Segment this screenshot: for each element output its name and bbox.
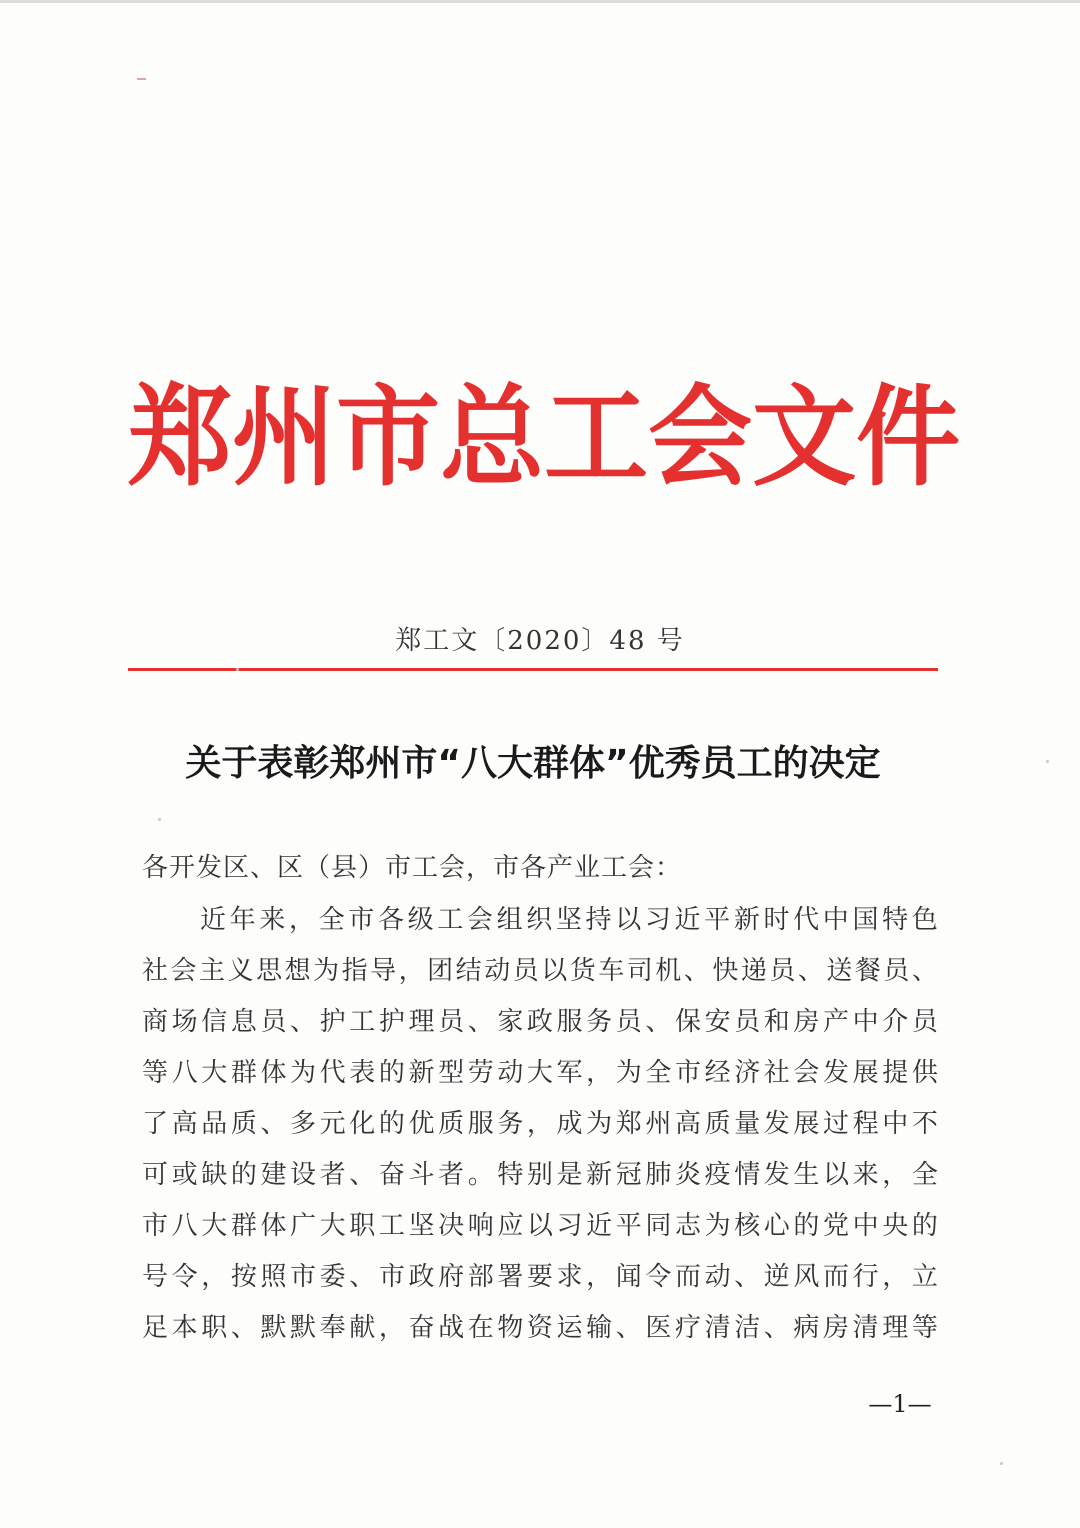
document-number: 郑工文〔2020〕48 号: [395, 626, 685, 656]
scan-speck: [1000, 1462, 1003, 1465]
masthead-char: 工: [544, 371, 649, 502]
page-number: —1—: [868, 1390, 932, 1418]
masthead-char: 件: [856, 371, 961, 502]
body-paragraph: [142, 895, 938, 1354]
body-line: 了 高 品 质 、 多 元 化 的 优 质 服 务 ， 成 为 郑 州 高 质 量 发 展 过 程 中 不: [142, 1109, 938, 1139]
masthead-char: 总: [440, 371, 545, 502]
salutation: 各开发区、区（县）市工会，市各产业工会：: [142, 853, 683, 883]
body-line: 可 或 缺 的 建 设 者 、 奋 斗 者 。 特 别 是 新 冠 肺 炎 疫 情 发 生 以 来 ， 全: [142, 1160, 938, 1190]
masthead-char: 会: [648, 371, 753, 502]
body-line: 足 本 职 、 默 默 奉 献 ， 奋 战 在 物 资 运 输 、 医 疗 清 洁 、 病 房 清 理 等: [142, 1313, 938, 1343]
body-line: 等 八 大 群 体 为 代 表 的 新 型 劳 动 大 军 ， 为 全 市 经 济 社 会 发 展 提 供: [142, 1058, 938, 1088]
masthead: [128, 371, 961, 502]
masthead-char: 郑: [128, 371, 233, 502]
body-line: 社 会 主 义 思 想 为 指 导 ， 团 结 动 员 以 货 车 司 机 、 快 递 员 、 送 餐 员 、: [142, 956, 938, 986]
masthead-char: 州: [232, 371, 337, 502]
scan-mark: [137, 78, 146, 80]
scan-speck: [236, 668, 239, 671]
document-title: 关于表彰郑州市“八大群体”优秀员工的决定: [185, 743, 881, 784]
scan-speck: [158, 818, 161, 821]
masthead-char: 文: [752, 371, 857, 502]
body-line: 号 令 ， 按 照 市 委 、 市 政 府 部 署 要 求 ， 闻 令 而 动 、 逆 风 而 行 ， 立: [142, 1262, 938, 1292]
body-line: 商 场 信 息 员 、 护 工 护 理 员 、 家 政 服 务 员 、 保 安 员 和 房 产 中 介 员: [142, 1007, 938, 1037]
masthead-char: 市: [336, 371, 441, 502]
red-divider-line: [128, 668, 938, 671]
body-line: 市 八 大 群 体 广 大 职 工 坚 决 响 应 以 习 近 平 同 志 为 核 心 的 党 中 央 的: [142, 1211, 938, 1241]
body-line: 近 年 来 ， 全 市 各 级 工 会 组 织 坚 持 以 习 近 平 新 时 代 中 国 特 色: [200, 905, 938, 935]
scan-speck: [1046, 760, 1049, 763]
scan-top-edge: [0, 0, 1080, 3]
